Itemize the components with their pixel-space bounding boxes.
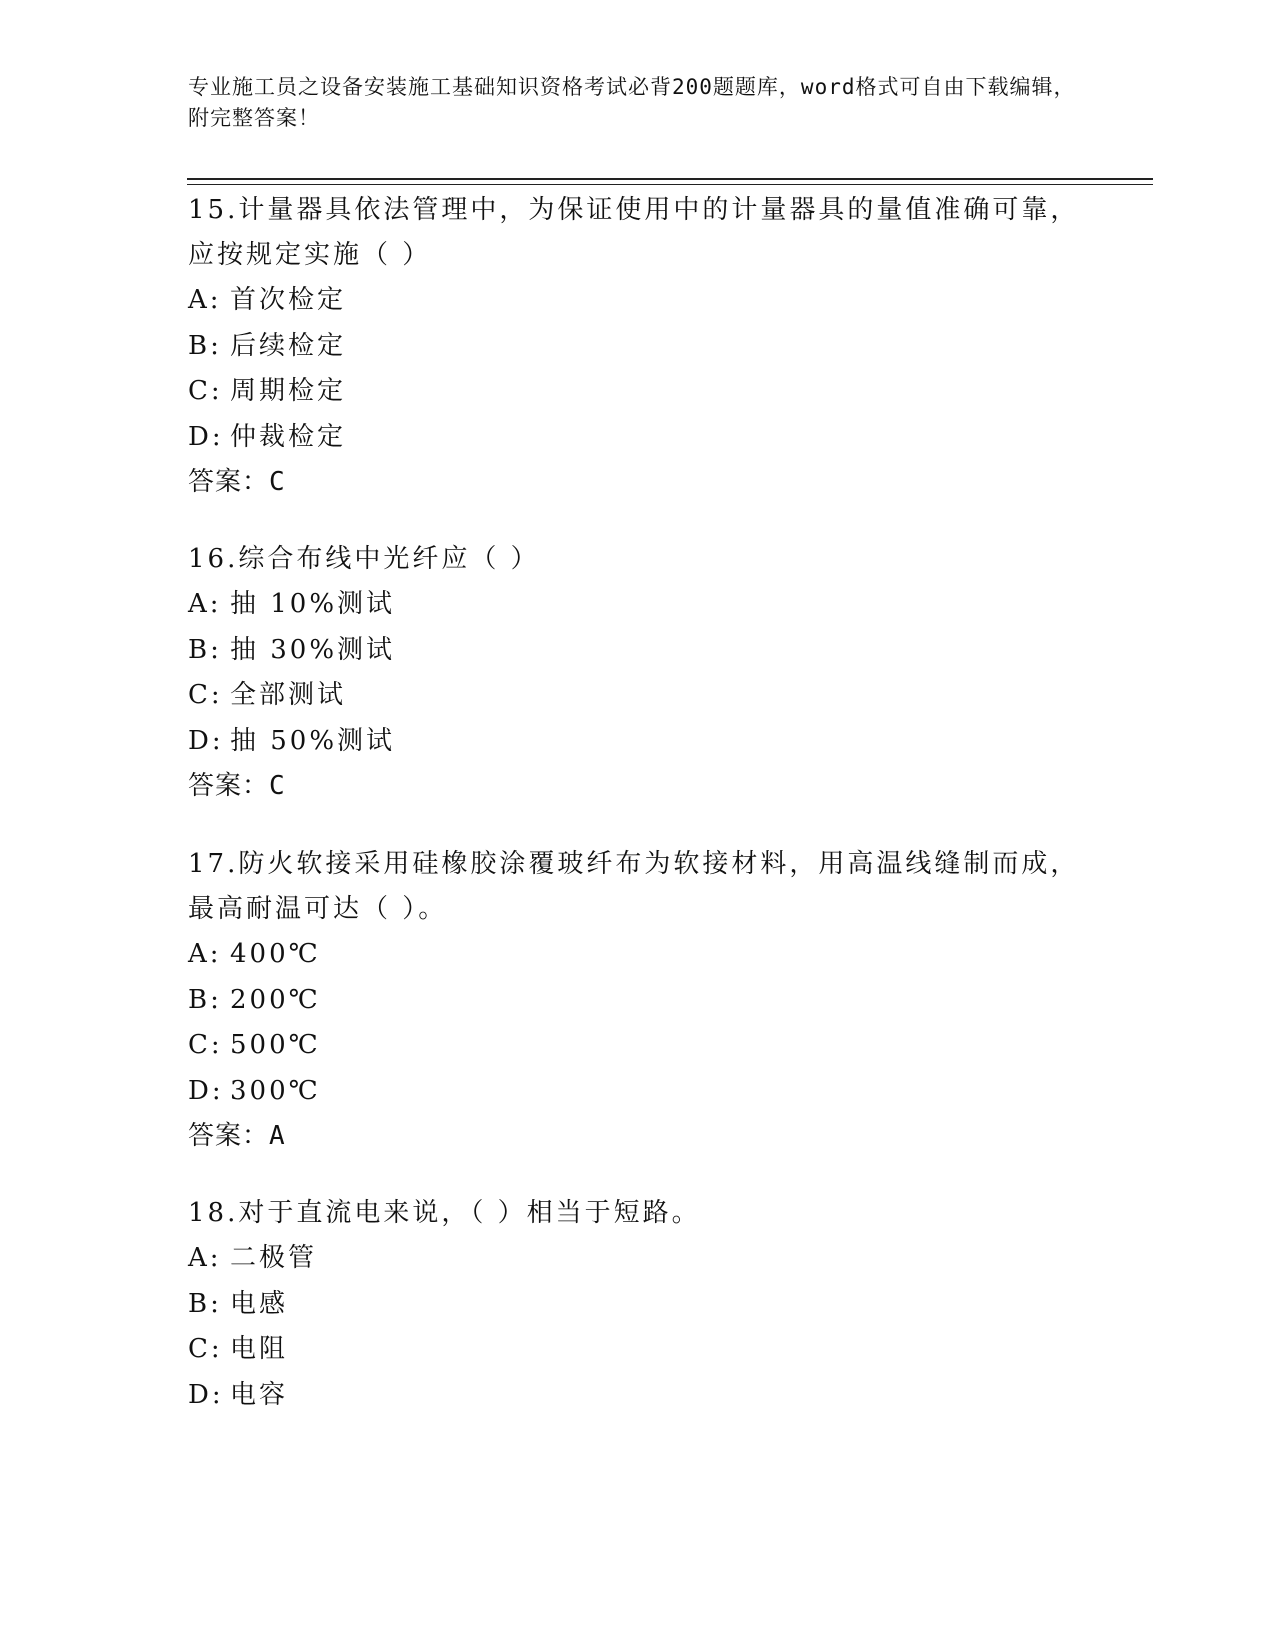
option-letter: C: xyxy=(188,1030,223,1060)
option-b xyxy=(188,978,1088,1024)
option-c xyxy=(188,369,1088,415)
option-letter: B: xyxy=(188,1288,222,1319)
question-stem: 15.计量器具依法管理中，为保证使用中的计量器具的量值准确可靠，应按规定实施（ ） xyxy=(188,195,1080,270)
option-b xyxy=(188,324,1088,370)
option-text: 电容 xyxy=(230,1379,289,1410)
option-letter: A: xyxy=(188,939,222,969)
option-b xyxy=(188,1282,1088,1328)
answer-text: 答案：C xyxy=(188,467,286,497)
option-d xyxy=(188,1373,1088,1419)
option-a xyxy=(188,932,1088,978)
option-d xyxy=(188,415,1088,461)
option-text: 仲裁检定 xyxy=(230,421,347,452)
option-text: 首次检定 xyxy=(230,285,347,315)
option-letter: D: xyxy=(188,1075,224,1106)
option-list xyxy=(188,1236,1088,1418)
question-stem: 17.防火软接采用硅橡胶涂覆玻纤布为软接材料，用高温线缝制而成，最高耐温可达（ ）。 xyxy=(188,849,1080,924)
option-c xyxy=(188,1023,1088,1069)
header-divider-bottom xyxy=(187,184,1153,185)
question-15 xyxy=(188,188,1088,505)
option-letter: C: xyxy=(188,1334,223,1364)
option-letter: D: xyxy=(188,725,224,756)
header-divider-top xyxy=(187,178,1153,180)
option-letter: D: xyxy=(188,1379,224,1410)
question-stem: 16.综合布线中光纤应（ ） xyxy=(188,544,540,574)
option-text: 电阻 xyxy=(230,1334,289,1364)
answer-text: 答案：A xyxy=(188,1121,286,1151)
option-d xyxy=(188,719,1088,765)
option-c xyxy=(188,1327,1088,1373)
option-a xyxy=(188,582,1088,628)
option-text: 200℃ xyxy=(230,984,321,1015)
option-text: 周期检定 xyxy=(230,376,347,406)
option-text: 抽 50%测试 xyxy=(230,725,396,756)
answer-text: 答案：C xyxy=(188,771,286,801)
option-letter: C: xyxy=(188,680,223,710)
option-text: 500℃ xyxy=(230,1030,321,1060)
option-text: 抽 10%测试 xyxy=(230,589,396,619)
option-letter: C: xyxy=(188,376,223,406)
question-stem: 18.对于直流电来说，（ ）相当于短路。 xyxy=(188,1198,701,1228)
option-text: 二极管 xyxy=(230,1243,318,1273)
option-letter: D: xyxy=(188,421,224,452)
option-text: 400℃ xyxy=(230,939,321,969)
option-text: 全部测试 xyxy=(230,680,347,710)
option-text: 电感 xyxy=(230,1288,289,1319)
question-17 xyxy=(188,842,1088,1159)
document-header: 专业施工员之设备安装施工基础知识资格考试必背200题题库，word格式可自由下载编辑，附完整答案！ xyxy=(188,75,1076,130)
option-a xyxy=(188,1236,1088,1282)
option-letter: B: xyxy=(188,634,222,665)
question-16 xyxy=(188,537,1088,809)
option-text: 300℃ xyxy=(230,1075,321,1106)
option-a xyxy=(188,278,1088,324)
option-list xyxy=(188,582,1088,764)
option-text: 后续检定 xyxy=(230,330,347,361)
option-letter: B: xyxy=(188,984,222,1015)
option-letter: B: xyxy=(188,330,222,361)
option-letter: A: xyxy=(188,589,222,619)
option-d xyxy=(188,1069,1088,1115)
option-b xyxy=(188,628,1088,674)
option-list xyxy=(188,932,1088,1114)
option-c xyxy=(188,673,1088,719)
option-letter: A: xyxy=(188,285,222,315)
option-text: 抽 30%测试 xyxy=(230,634,396,665)
option-letter: A: xyxy=(188,1243,222,1273)
option-list xyxy=(188,278,1088,460)
question-18 xyxy=(188,1191,1088,1418)
